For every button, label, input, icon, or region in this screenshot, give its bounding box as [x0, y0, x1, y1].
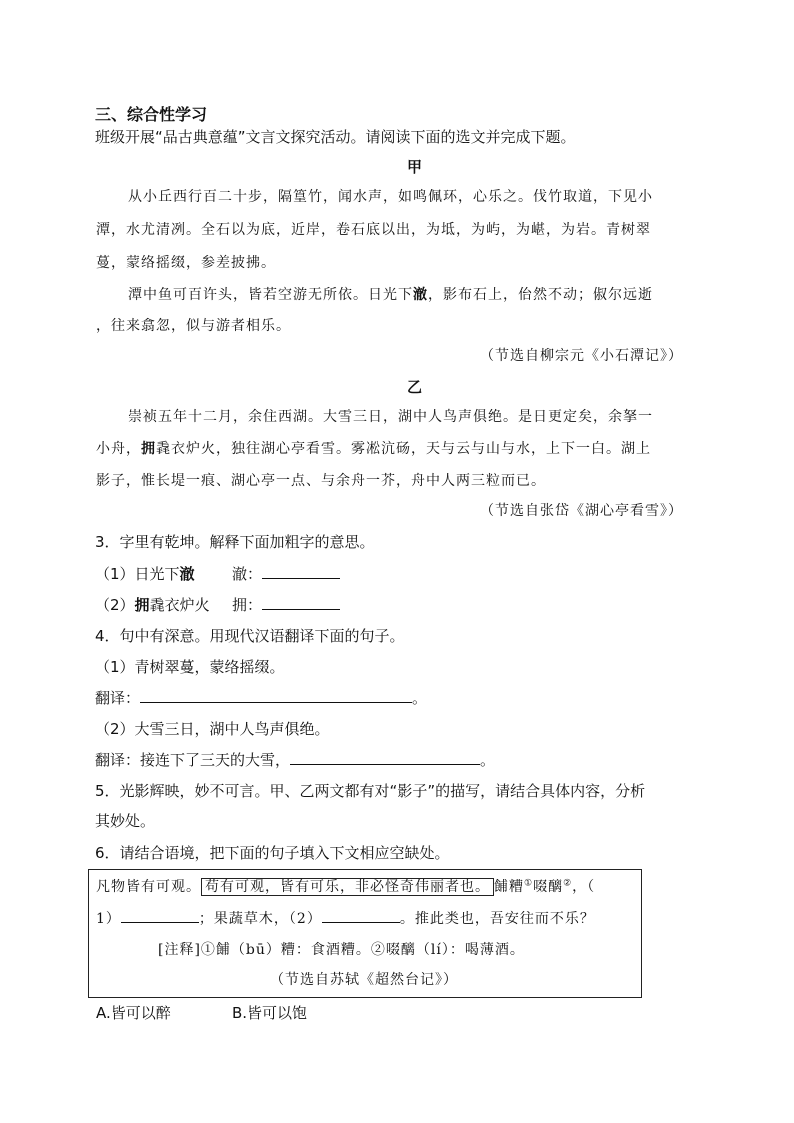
- q3-item-2-answer: [232, 594, 340, 615]
- q6-box-line-1-c: 啜醨: [533, 879, 564, 895]
- q6-box-line-2-b: ；果蔬草木，（2）: [198, 911, 322, 927]
- passage-jia-line-5: ，往来翕忽，似与游者相乐。: [96, 318, 291, 334]
- q3-item-1-answer: [232, 563, 340, 584]
- passage-jia-source: （节选自柳宗元《小石潭记》）: [480, 348, 683, 364]
- passage-jia-line-1: 从小丘西行百二十步，隔篁竹，闻水声，如鸣佩环，心乐之。伐竹取道，下见小: [128, 189, 653, 205]
- q6-blank-2[interactable]: [322, 908, 400, 923]
- q6-box-line-2: [96, 908, 595, 928]
- q4-translate-2: [95, 749, 495, 770]
- passage-yi-line-3: 影子，惟长堤一痕、湖心亭一点、与余舟一芥，舟中人两三粒而已。: [96, 473, 546, 489]
- q6-sup-1: ①: [524, 878, 534, 889]
- passage-yi-label: 乙: [407, 378, 423, 396]
- q3-item-2-label: 拥：: [232, 596, 263, 614]
- q3-item-2-bold: 拥: [134, 596, 150, 614]
- q4-end-mark-2: 。: [480, 751, 496, 769]
- q3-answer-blank-1[interactable]: [262, 564, 340, 579]
- passage-jia-line-4a: 潭中鱼可百许头，皆若空游无所依。日光下: [128, 287, 413, 303]
- q4-translate-2-prefix: 翻译：接连下了三天的大雪，: [95, 751, 291, 769]
- q6-box-line-1-a: 凡物皆有可观。: [96, 879, 201, 895]
- q6-note: [注释]①餔（bū）糟：食酒糟。②啜醨（lí）：喝薄酒。: [158, 942, 525, 958]
- passage-jia-line-2: 潭，水尤清冽。全石以为底，近岸，卷石底以出，为坻，为屿，为嵁，为岩。青树翠: [96, 222, 651, 238]
- q5-line-2: 其妙处。: [95, 812, 156, 830]
- q6-box-line-1-d: ，（: [572, 879, 596, 895]
- q4-item-1: （1）青树翠蔓，蒙络摇缀。: [95, 658, 285, 676]
- q3-item-1: [95, 563, 195, 584]
- q3-item-2: [95, 594, 210, 615]
- q4-answer-blank-2[interactable]: [290, 750, 480, 765]
- passage-jia-line-4: [128, 284, 653, 304]
- passage-jia-label: 甲: [407, 158, 423, 176]
- q3-stem: 3．字里有乾坤。解释下面加粗字的意思。: [95, 533, 375, 551]
- bold-char-yong: 拥: [141, 441, 156, 457]
- passage-yi-line-2c: 毳衣炉火，独往湖心亭看雪。雾凇沆砀，天与云与山与水，上下一白。湖上: [156, 441, 651, 457]
- passage-yi-line-2: [96, 438, 651, 458]
- q6-boxed-sentence: 苟有可观，皆有可乐，非必怪奇伟丽者也。: [201, 878, 494, 896]
- q6-option-b[interactable]: B.皆可以饱: [232, 1004, 308, 1022]
- q6-source: （节选自苏轼《超然台记》）: [270, 972, 458, 988]
- q4-end-mark: 。: [412, 689, 428, 707]
- q6-box-line-1: [96, 876, 595, 896]
- q6-box-line-2-a: 1）: [96, 911, 121, 927]
- passage-jia-line-3: 蔓，蒙络摇缀，参差披拂。: [96, 255, 276, 271]
- q4-answer-blank-1[interactable]: [140, 688, 412, 703]
- q3-item-2-rest: 毳衣炉火: [149, 596, 210, 614]
- passage-jia-line-4c: ，影布石上，佁然不动；俶尔远逝: [428, 287, 653, 303]
- q6-option-a[interactable]: A.皆可以醉: [96, 1004, 171, 1022]
- q6-box-line-2-c: 。推此类也，吾安往而不乐？: [399, 911, 595, 927]
- q3-item-2-num: （2）: [95, 596, 135, 614]
- q6-box-line-1-b: 餔糟: [494, 879, 524, 895]
- section-intro: 班级开展“品古典意蕴”文言文探究活动。请阅读下面的选文并完成下题。: [95, 128, 576, 146]
- passage-yi-line-2a: 小舟，: [96, 441, 141, 457]
- q4-translate-label: 翻译：: [95, 689, 141, 707]
- q4-translate-1: [95, 687, 427, 708]
- section-title: 三、综合性学习: [95, 105, 208, 124]
- q3-item-1-label: 澈：: [232, 565, 263, 583]
- q3-item-1-bold: 澈: [179, 565, 195, 583]
- q6-sup-2: ②: [563, 878, 573, 889]
- q5-line-1: 5．光影辉映，妙不可言。甲、乙两文都有对“影子”的描写，请结合具体内容，分析: [95, 782, 646, 800]
- passage-yi-source: （节选自张岱《湖心亭看雪》）: [480, 503, 683, 519]
- q6-blank-1[interactable]: [121, 908, 199, 923]
- passage-yi-line-1: 崇祯五年十二月，余住西湖。大雪三日，湖中人鸟声俱绝。是日更定矣，余拏一: [128, 409, 653, 425]
- q4-stem: 4．句中有深意。用现代汉语翻译下面的句子。: [95, 627, 405, 645]
- q4-item-2: （2）大雪三日，湖中人鸟声俱绝。: [95, 720, 330, 738]
- q3-answer-blank-2[interactable]: [262, 595, 340, 610]
- q6-stem: 6．请结合语境，把下面的句子填入下文相应空缺处。: [95, 844, 450, 862]
- q3-item-1-text: （1）日光下: [95, 565, 180, 583]
- bold-char-che: 澈: [413, 287, 428, 303]
